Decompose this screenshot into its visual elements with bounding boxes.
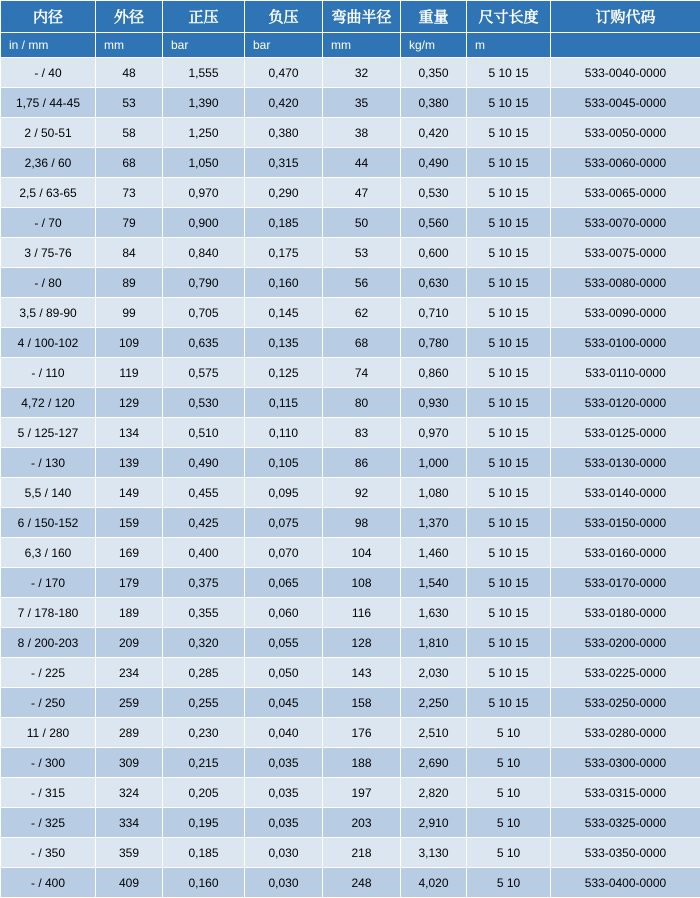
cell-outer-diameter: 99	[96, 298, 163, 328]
cell-weight: 1,810	[401, 628, 467, 658]
cell-order-code: 533-0065-0000	[551, 178, 700, 208]
table-row	[1, 418, 700, 448]
cell-bend-radius: 116	[323, 598, 401, 628]
cell-outer-diameter: 409	[96, 868, 163, 898]
cell-length: 5 10 15	[467, 478, 551, 508]
cell-length: 5 10 15	[467, 538, 551, 568]
cell-bend-radius: 86	[323, 448, 401, 478]
cell-weight: 1,630	[401, 598, 467, 628]
table-row	[1, 748, 700, 778]
cell-negative-pressure: 0,135	[245, 328, 323, 358]
table-row	[1, 808, 700, 838]
cell-order-code: 533-0060-0000	[551, 148, 700, 178]
cell-inner-diameter: 4 / 100-102	[1, 328, 96, 358]
header-row-units	[1, 33, 700, 58]
unit-length: m	[467, 33, 551, 58]
cell-outer-diameter: 73	[96, 178, 163, 208]
cell-order-code: 533-0070-0000	[551, 208, 700, 238]
cell-order-code: 533-0150-0000	[551, 508, 700, 538]
cell-weight: 3,130	[401, 838, 467, 868]
cell-negative-pressure: 0,175	[245, 238, 323, 268]
cell-length: 5 10 15	[467, 598, 551, 628]
cell-length: 5 10	[467, 868, 551, 898]
table-row	[1, 478, 700, 508]
cell-negative-pressure: 0,380	[245, 118, 323, 148]
cell-bend-radius: 98	[323, 508, 401, 538]
cell-weight: 1,080	[401, 478, 467, 508]
cell-positive-pressure: 0,215	[163, 748, 245, 778]
cell-order-code: 533-0225-0000	[551, 658, 700, 688]
cell-outer-diameter: 209	[96, 628, 163, 658]
cell-outer-diameter: 129	[96, 388, 163, 418]
cell-outer-diameter: 334	[96, 808, 163, 838]
cell-positive-pressure: 0,575	[163, 358, 245, 388]
cell-length: 5 10	[467, 778, 551, 808]
column-header-negative-pressure: 负压	[245, 1, 323, 33]
cell-bend-radius: 68	[323, 328, 401, 358]
cell-outer-diameter: 149	[96, 478, 163, 508]
cell-order-code: 533-0350-0000	[551, 838, 700, 868]
cell-inner-diameter: 5,5 / 140	[1, 478, 96, 508]
cell-negative-pressure: 0,145	[245, 298, 323, 328]
cell-inner-diameter: - / 130	[1, 448, 96, 478]
cell-bend-radius: 44	[323, 148, 401, 178]
cell-negative-pressure: 0,185	[245, 208, 323, 238]
cell-positive-pressure: 0,400	[163, 538, 245, 568]
header-row-titles	[1, 1, 700, 33]
cell-inner-diameter: 2,5 / 63-65	[1, 178, 96, 208]
cell-bend-radius: 104	[323, 538, 401, 568]
cell-weight: 2,510	[401, 718, 467, 748]
table-row	[1, 88, 700, 118]
cell-weight: 0,380	[401, 88, 467, 118]
column-header-inner-diameter: 内径	[1, 1, 96, 33]
cell-positive-pressure: 0,490	[163, 448, 245, 478]
cell-bend-radius: 143	[323, 658, 401, 688]
cell-positive-pressure: 0,425	[163, 508, 245, 538]
cell-outer-diameter: 89	[96, 268, 163, 298]
column-header-length: 尺寸长度	[467, 1, 551, 33]
cell-outer-diameter: 189	[96, 598, 163, 628]
table-row	[1, 448, 700, 478]
cell-outer-diameter: 109	[96, 328, 163, 358]
cell-weight: 2,030	[401, 658, 467, 688]
cell-positive-pressure: 0,970	[163, 178, 245, 208]
cell-weight: 0,600	[401, 238, 467, 268]
cell-length: 5 10 15	[467, 508, 551, 538]
cell-inner-diameter: - / 400	[1, 868, 96, 898]
cell-order-code: 533-0400-0000	[551, 868, 700, 898]
cell-order-code: 533-0325-0000	[551, 808, 700, 838]
cell-inner-diameter: 5 / 125-127	[1, 418, 96, 448]
table-row	[1, 358, 700, 388]
cell-bend-radius: 56	[323, 268, 401, 298]
cell-length: 5 10 15	[467, 148, 551, 178]
cell-outer-diameter: 179	[96, 568, 163, 598]
cell-outer-diameter: 359	[96, 838, 163, 868]
cell-outer-diameter: 234	[96, 658, 163, 688]
cell-bend-radius: 218	[323, 838, 401, 868]
cell-order-code: 533-0160-0000	[551, 538, 700, 568]
cell-bend-radius: 176	[323, 718, 401, 748]
cell-inner-diameter: 3 / 75-76	[1, 238, 96, 268]
unit-weight: kg/m	[401, 33, 467, 58]
table-row	[1, 628, 700, 658]
cell-outer-diameter: 134	[96, 418, 163, 448]
cell-order-code: 533-0315-0000	[551, 778, 700, 808]
table-row	[1, 868, 700, 898]
cell-positive-pressure: 0,375	[163, 568, 245, 598]
cell-bend-radius: 197	[323, 778, 401, 808]
cell-order-code: 533-0140-0000	[551, 478, 700, 508]
cell-positive-pressure: 0,230	[163, 718, 245, 748]
cell-outer-diameter: 309	[96, 748, 163, 778]
cell-outer-diameter: 289	[96, 718, 163, 748]
cell-order-code: 533-0280-0000	[551, 718, 700, 748]
cell-inner-diameter: 7 / 178-180	[1, 598, 96, 628]
table-body	[1, 58, 700, 898]
cell-order-code: 533-0300-0000	[551, 748, 700, 778]
table-row	[1, 178, 700, 208]
table-row	[1, 508, 700, 538]
cell-inner-diameter: 1,75 / 44-45	[1, 88, 96, 118]
cell-negative-pressure: 0,160	[245, 268, 323, 298]
unit-outer-diameter: mm	[96, 33, 163, 58]
cell-positive-pressure: 0,510	[163, 418, 245, 448]
cell-length: 5 10 15	[467, 328, 551, 358]
cell-inner-diameter: - / 225	[1, 658, 96, 688]
cell-negative-pressure: 0,040	[245, 718, 323, 748]
cell-positive-pressure: 0,205	[163, 778, 245, 808]
cell-weight: 0,930	[401, 388, 467, 418]
cell-outer-diameter: 259	[96, 688, 163, 718]
cell-positive-pressure: 0,705	[163, 298, 245, 328]
cell-negative-pressure: 0,060	[245, 598, 323, 628]
cell-inner-diameter: 6 / 150-152	[1, 508, 96, 538]
cell-outer-diameter: 119	[96, 358, 163, 388]
cell-negative-pressure: 0,470	[245, 58, 323, 88]
cell-length: 5 10 15	[467, 268, 551, 298]
cell-weight: 0,490	[401, 148, 467, 178]
cell-weight: 1,460	[401, 538, 467, 568]
cell-bend-radius: 83	[323, 418, 401, 448]
cell-length: 5 10	[467, 748, 551, 778]
cell-positive-pressure: 0,530	[163, 388, 245, 418]
cell-positive-pressure: 0,355	[163, 598, 245, 628]
cell-negative-pressure: 0,050	[245, 658, 323, 688]
cell-negative-pressure: 0,115	[245, 388, 323, 418]
cell-length: 5 10	[467, 718, 551, 748]
cell-weight: 4,020	[401, 868, 467, 898]
cell-outer-diameter: 139	[96, 448, 163, 478]
cell-length: 5 10	[467, 838, 551, 868]
cell-order-code: 533-0170-0000	[551, 568, 700, 598]
cell-negative-pressure: 0,315	[245, 148, 323, 178]
cell-order-code: 533-0125-0000	[551, 418, 700, 448]
table-row	[1, 388, 700, 418]
cell-outer-diameter: 58	[96, 118, 163, 148]
unit-bend-radius: mm	[323, 33, 401, 58]
cell-inner-diameter: - / 315	[1, 778, 96, 808]
table-header	[1, 1, 700, 58]
cell-positive-pressure: 0,195	[163, 808, 245, 838]
cell-inner-diameter: 3,5 / 89-90	[1, 298, 96, 328]
column-header-outer-diameter: 外径	[96, 1, 163, 33]
cell-length: 5 10	[467, 808, 551, 838]
table-row	[1, 778, 700, 808]
cell-outer-diameter: 68	[96, 148, 163, 178]
table-row	[1, 238, 700, 268]
table-row	[1, 658, 700, 688]
cell-weight: 0,530	[401, 178, 467, 208]
cell-length: 5 10 15	[467, 298, 551, 328]
cell-bend-radius: 53	[323, 238, 401, 268]
cell-bend-radius: 35	[323, 88, 401, 118]
cell-bend-radius: 62	[323, 298, 401, 328]
cell-length: 5 10 15	[467, 58, 551, 88]
cell-positive-pressure: 0,255	[163, 688, 245, 718]
cell-inner-diameter: 11 / 280	[1, 718, 96, 748]
cell-length: 5 10 15	[467, 448, 551, 478]
cell-length: 5 10 15	[467, 208, 551, 238]
cell-bend-radius: 80	[323, 388, 401, 418]
cell-weight: 2,690	[401, 748, 467, 778]
cell-bend-radius: 74	[323, 358, 401, 388]
column-header-order-code: 订购代码	[551, 1, 700, 33]
cell-inner-diameter: - / 350	[1, 838, 96, 868]
cell-weight: 0,350	[401, 58, 467, 88]
cell-order-code: 533-0120-0000	[551, 388, 700, 418]
cell-bend-radius: 92	[323, 478, 401, 508]
table-row	[1, 838, 700, 868]
cell-length: 5 10 15	[467, 118, 551, 148]
cell-inner-diameter: - / 325	[1, 808, 96, 838]
cell-outer-diameter: 159	[96, 508, 163, 538]
cell-weight: 0,860	[401, 358, 467, 388]
cell-weight: 0,560	[401, 208, 467, 238]
cell-positive-pressure: 0,185	[163, 838, 245, 868]
cell-order-code: 533-0090-0000	[551, 298, 700, 328]
cell-weight: 2,250	[401, 688, 467, 718]
cell-negative-pressure: 0,290	[245, 178, 323, 208]
cell-length: 5 10 15	[467, 358, 551, 388]
cell-inner-diameter: 8 / 200-203	[1, 628, 96, 658]
cell-negative-pressure: 0,035	[245, 778, 323, 808]
cell-positive-pressure: 1,050	[163, 148, 245, 178]
cell-positive-pressure: 0,455	[163, 478, 245, 508]
cell-outer-diameter: 53	[96, 88, 163, 118]
cell-order-code: 533-0050-0000	[551, 118, 700, 148]
cell-length: 5 10 15	[467, 178, 551, 208]
cell-negative-pressure: 0,075	[245, 508, 323, 538]
cell-negative-pressure: 0,065	[245, 568, 323, 598]
cell-bend-radius: 188	[323, 748, 401, 778]
cell-inner-diameter: - / 40	[1, 58, 96, 88]
cell-bend-radius: 248	[323, 868, 401, 898]
table-row	[1, 148, 700, 178]
cell-weight: 0,780	[401, 328, 467, 358]
table-row	[1, 118, 700, 148]
cell-positive-pressure: 0,840	[163, 238, 245, 268]
cell-negative-pressure: 0,095	[245, 478, 323, 508]
cell-length: 5 10 15	[467, 568, 551, 598]
cell-inner-diameter: 2 / 50-51	[1, 118, 96, 148]
cell-negative-pressure: 0,030	[245, 838, 323, 868]
cell-bend-radius: 38	[323, 118, 401, 148]
cell-positive-pressure: 1,555	[163, 58, 245, 88]
cell-weight: 0,970	[401, 418, 467, 448]
unit-inner-diameter: in / mm	[1, 33, 96, 58]
cell-order-code: 533-0180-0000	[551, 598, 700, 628]
unit-negative-pressure: bar	[245, 33, 323, 58]
cell-outer-diameter: 84	[96, 238, 163, 268]
cell-weight: 1,540	[401, 568, 467, 598]
table-row	[1, 598, 700, 628]
cell-negative-pressure: 0,420	[245, 88, 323, 118]
cell-outer-diameter: 324	[96, 778, 163, 808]
cell-inner-diameter: - / 300	[1, 748, 96, 778]
cell-order-code: 533-0045-0000	[551, 88, 700, 118]
column-header-positive-pressure: 正压	[163, 1, 245, 33]
table-row	[1, 298, 700, 328]
cell-inner-diameter: - / 170	[1, 568, 96, 598]
table-row	[1, 538, 700, 568]
cell-inner-diameter: - / 70	[1, 208, 96, 238]
table-row	[1, 268, 700, 298]
cell-positive-pressure: 0,790	[163, 268, 245, 298]
unit-positive-pressure: bar	[163, 33, 245, 58]
cell-positive-pressure: 0,900	[163, 208, 245, 238]
cell-inner-diameter: - / 80	[1, 268, 96, 298]
cell-order-code: 533-0200-0000	[551, 628, 700, 658]
cell-weight: 1,370	[401, 508, 467, 538]
cell-positive-pressure: 0,320	[163, 628, 245, 658]
cell-outer-diameter: 169	[96, 538, 163, 568]
table-row	[1, 688, 700, 718]
cell-negative-pressure: 0,035	[245, 808, 323, 838]
cell-negative-pressure: 0,105	[245, 448, 323, 478]
cell-weight: 2,910	[401, 808, 467, 838]
cell-negative-pressure: 0,125	[245, 358, 323, 388]
cell-inner-diameter: - / 110	[1, 358, 96, 388]
cell-positive-pressure: 0,160	[163, 868, 245, 898]
cell-bend-radius: 32	[323, 58, 401, 88]
cell-weight: 0,420	[401, 118, 467, 148]
cell-order-code: 533-0110-0000	[551, 358, 700, 388]
cell-inner-diameter: 4,72 / 120	[1, 388, 96, 418]
cell-weight: 1,000	[401, 448, 467, 478]
cell-inner-diameter: 2,36 / 60	[1, 148, 96, 178]
cell-order-code: 533-0080-0000	[551, 268, 700, 298]
cell-positive-pressure: 1,390	[163, 88, 245, 118]
column-header-weight: 重量	[401, 1, 467, 33]
cell-negative-pressure: 0,070	[245, 538, 323, 568]
cell-length: 5 10 15	[467, 418, 551, 448]
cell-bend-radius: 158	[323, 688, 401, 718]
cell-weight: 2,820	[401, 778, 467, 808]
cell-bend-radius: 47	[323, 178, 401, 208]
cell-order-code: 533-0040-0000	[551, 58, 700, 88]
cell-inner-diameter: 6,3 / 160	[1, 538, 96, 568]
cell-positive-pressure: 0,285	[163, 658, 245, 688]
cell-order-code: 533-0100-0000	[551, 328, 700, 358]
cell-length: 5 10 15	[467, 388, 551, 418]
table-row	[1, 718, 700, 748]
column-header-bend-radius: 弯曲半径	[323, 1, 401, 33]
cell-negative-pressure: 0,110	[245, 418, 323, 448]
cell-outer-diameter: 79	[96, 208, 163, 238]
cell-negative-pressure: 0,045	[245, 688, 323, 718]
cell-length: 5 10 15	[467, 688, 551, 718]
cell-negative-pressure: 0,035	[245, 748, 323, 778]
cell-inner-diameter: - / 250	[1, 688, 96, 718]
cell-positive-pressure: 0,635	[163, 328, 245, 358]
table-row	[1, 328, 700, 358]
cell-length: 5 10 15	[467, 628, 551, 658]
cell-order-code: 533-0130-0000	[551, 448, 700, 478]
cell-length: 5 10 15	[467, 88, 551, 118]
cell-order-code: 533-0250-0000	[551, 688, 700, 718]
cell-bend-radius: 128	[323, 628, 401, 658]
cell-bend-radius: 108	[323, 568, 401, 598]
cell-weight: 0,710	[401, 298, 467, 328]
cell-weight: 0,630	[401, 268, 467, 298]
cell-bend-radius: 203	[323, 808, 401, 838]
unit-order-code	[551, 33, 700, 58]
table-row	[1, 208, 700, 238]
cell-bend-radius: 50	[323, 208, 401, 238]
table-row	[1, 568, 700, 598]
cell-positive-pressure: 1,250	[163, 118, 245, 148]
cell-length: 5 10 15	[467, 238, 551, 268]
table-row	[1, 58, 700, 88]
cell-negative-pressure: 0,055	[245, 628, 323, 658]
cell-length: 5 10 15	[467, 658, 551, 688]
cell-order-code: 533-0075-0000	[551, 238, 700, 268]
cell-outer-diameter: 48	[96, 58, 163, 88]
cell-negative-pressure: 0,030	[245, 868, 323, 898]
